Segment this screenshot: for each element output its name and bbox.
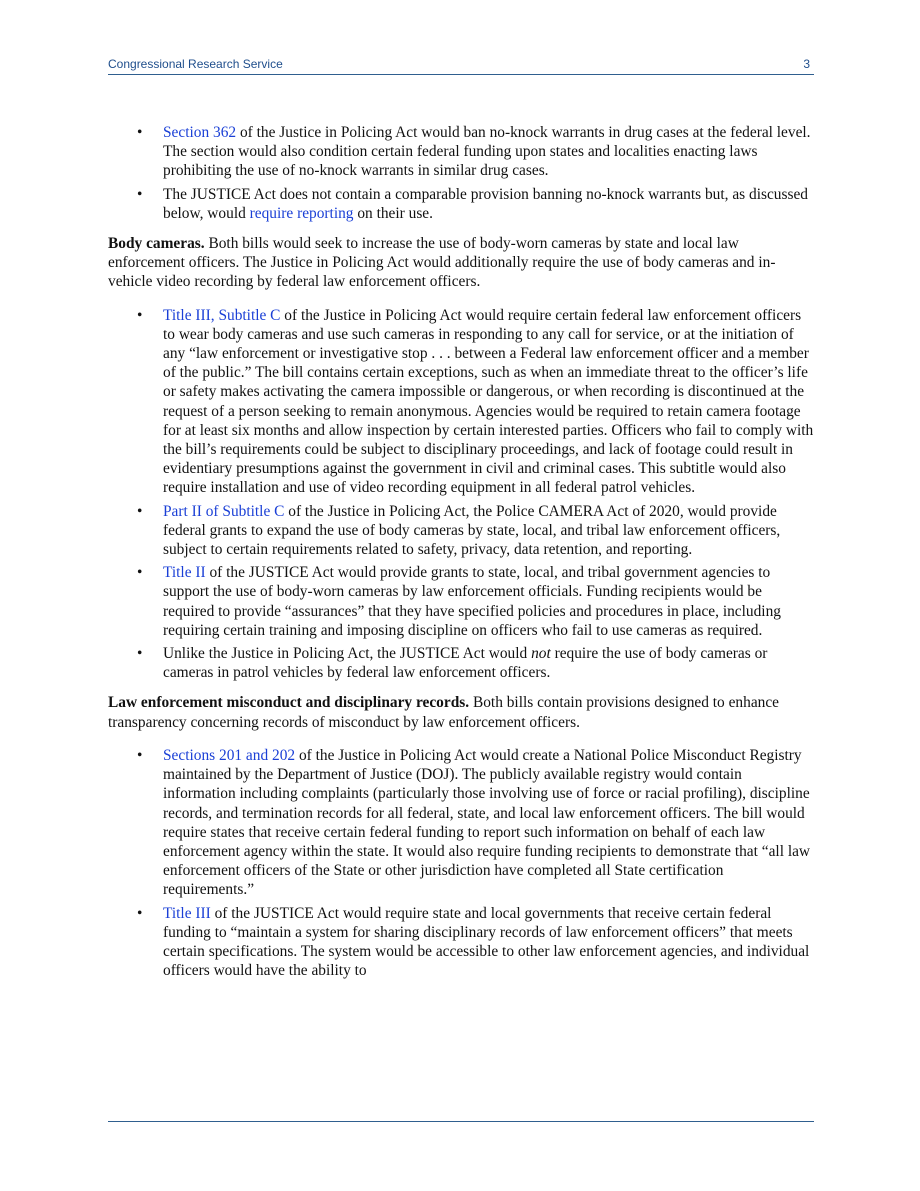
footer-divider xyxy=(108,1121,814,1122)
page-number: 3 xyxy=(803,57,810,71)
paragraph-body-cameras xyxy=(108,234,814,292)
emphasis-text: not xyxy=(531,645,551,663)
link-sections-201-202[interactable]: Sections 201 and 202 xyxy=(163,746,296,764)
link-section-362[interactable]: Section 362 xyxy=(163,124,237,141)
list-item xyxy=(108,306,814,498)
list-item xyxy=(108,904,814,981)
list-item xyxy=(108,123,814,181)
paragraph-text: Both bills contain provisions designed to enhance transparency concerning records of misconduct by law enforcement officers. xyxy=(108,694,780,731)
list-item-text: of the Justice in Policing Act, the Police CAMERA Act of 2020, would provide federal grants to expand the use of body cameras by state, local, and tribal law enforcement officers, subject to certain requirements related to safety, privacy, data retention, and reporting. xyxy=(163,502,781,559)
list-item-text: of the Justice in Policing Act would create a National Police Misconduct Registry maintained by the Department of Justice (DOJ). The publicly available registry would contain information including complaints (particularly those involving use of force or racial profiling), discipline records, and termination records for all federal, state, and local law enforcement officers. The bill would require states that receive certain federal funding to report such information on behalf of each law enforcement agency within the state. It would also require funding recipients to demonstrate that “all law enforcement officers of the State or other jurisdiction have completed all State certification requirements.” xyxy=(163,746,811,899)
bullet-icon: • xyxy=(137,306,143,324)
link-part-ii-subtitle-c[interactable]: Part II of Subtitle C xyxy=(163,502,285,520)
bullet-icon: • xyxy=(137,185,143,203)
header-source: Congressional Research Service xyxy=(108,57,283,71)
list-item xyxy=(108,502,814,560)
list-item-text: on their use. xyxy=(353,204,433,222)
list-item-text: require the use of body cameras or cameras in patrol vehicles by federal law enforcement officers. xyxy=(163,645,768,682)
bullet-icon: • xyxy=(137,502,143,520)
list-item xyxy=(108,746,814,900)
list-item-text: of the Justice in Policing Act would require certain federal law enforcement officers to wear body cameras and use such cameras in responding to any call for service, or at the initiation of any “law enforcement or investigative stop . . . between a Federal law enforcement officer and a member of the public.” The bill contains certain exceptions, such as when an immediate threat to the officer’s life or safety makes activating the camera impossible or dangerous, or when recording is discontinued at the request of a person seeking to remain anonymous. Agencies would be required to retain camera footage for at least six months and allow inspection by certain interested parties. Officers who fail to comply with the bill’s requirements could be subject to disciplinary proceedings, and lack of footage could result in evidentiary presumptions against the government in civil and criminal cases. This subtitle would also require installation and use of video recording equipment in all federal patrol vehicles. xyxy=(163,306,814,497)
bullet-icon: • xyxy=(137,746,143,764)
list-item xyxy=(108,563,814,640)
list-item-text: of the Justice in Policing Act would ban no-knock warrants in drug cases at the federal level. The section would also condition certain federal funding upon states and localities enacting laws prohibiting the use of no-knock warrants in similar drug cases. xyxy=(163,124,811,180)
link-require-reporting[interactable]: require reporting xyxy=(249,204,354,222)
list-item xyxy=(108,644,814,682)
document-body xyxy=(108,123,814,991)
list-item-text: The JUSTICE Act does not contain a comparable provision banning no-knock warrants but, as discussed below, would xyxy=(163,185,808,222)
bullet-icon: • xyxy=(137,904,143,922)
link-title-ii[interactable]: Title II xyxy=(163,564,206,582)
bullet-icon: • xyxy=(137,645,143,663)
paragraph-misconduct xyxy=(108,693,814,731)
list-item-text: Unlike the Justice in Policing Act, the JUSTICE Act would xyxy=(163,645,532,663)
no-knock-list xyxy=(108,123,814,223)
bullet-icon: • xyxy=(137,564,143,582)
running-header xyxy=(108,56,814,75)
paragraph-heading: Body cameras. xyxy=(108,235,205,253)
link-title-iii[interactable]: Title III xyxy=(163,904,211,922)
paragraph-heading: Law enforcement misconduct and disciplinary records. xyxy=(108,694,470,712)
body-cameras-list xyxy=(108,306,814,683)
list-item-text: of the JUSTICE Act would provide grants to state, local, and tribal government agencies to support the use of body-worn cameras by law enforcement officials. Funding recipients would be required to provide “assurances” that they have specified policies and procedures in place, including requiring certain training and imposing discipline on officers who fail to use cameras as required. xyxy=(163,564,781,639)
list-item-text: of the JUSTICE Act would require state and local governments that receive certain federal funding to “maintain a system for sharing disciplinary records of law enforcement officers” that meets certain specifications. The system would be accessible to other law enforcement agencies, and individual officers would have the ability to xyxy=(163,904,810,980)
list-item xyxy=(108,185,814,223)
paragraph-text: Both bills would seek to increase the use of body-worn cameras by state and local law enforcement officers. The Justice in Policing Act would additionally require the use of body cameras and in-vehicle video recording by federal law enforcement officers. xyxy=(108,235,776,291)
misconduct-list xyxy=(108,746,814,980)
link-title-iii-subtitle-c[interactable]: Title III, Subtitle C xyxy=(163,306,281,324)
bullet-icon: • xyxy=(137,124,143,141)
